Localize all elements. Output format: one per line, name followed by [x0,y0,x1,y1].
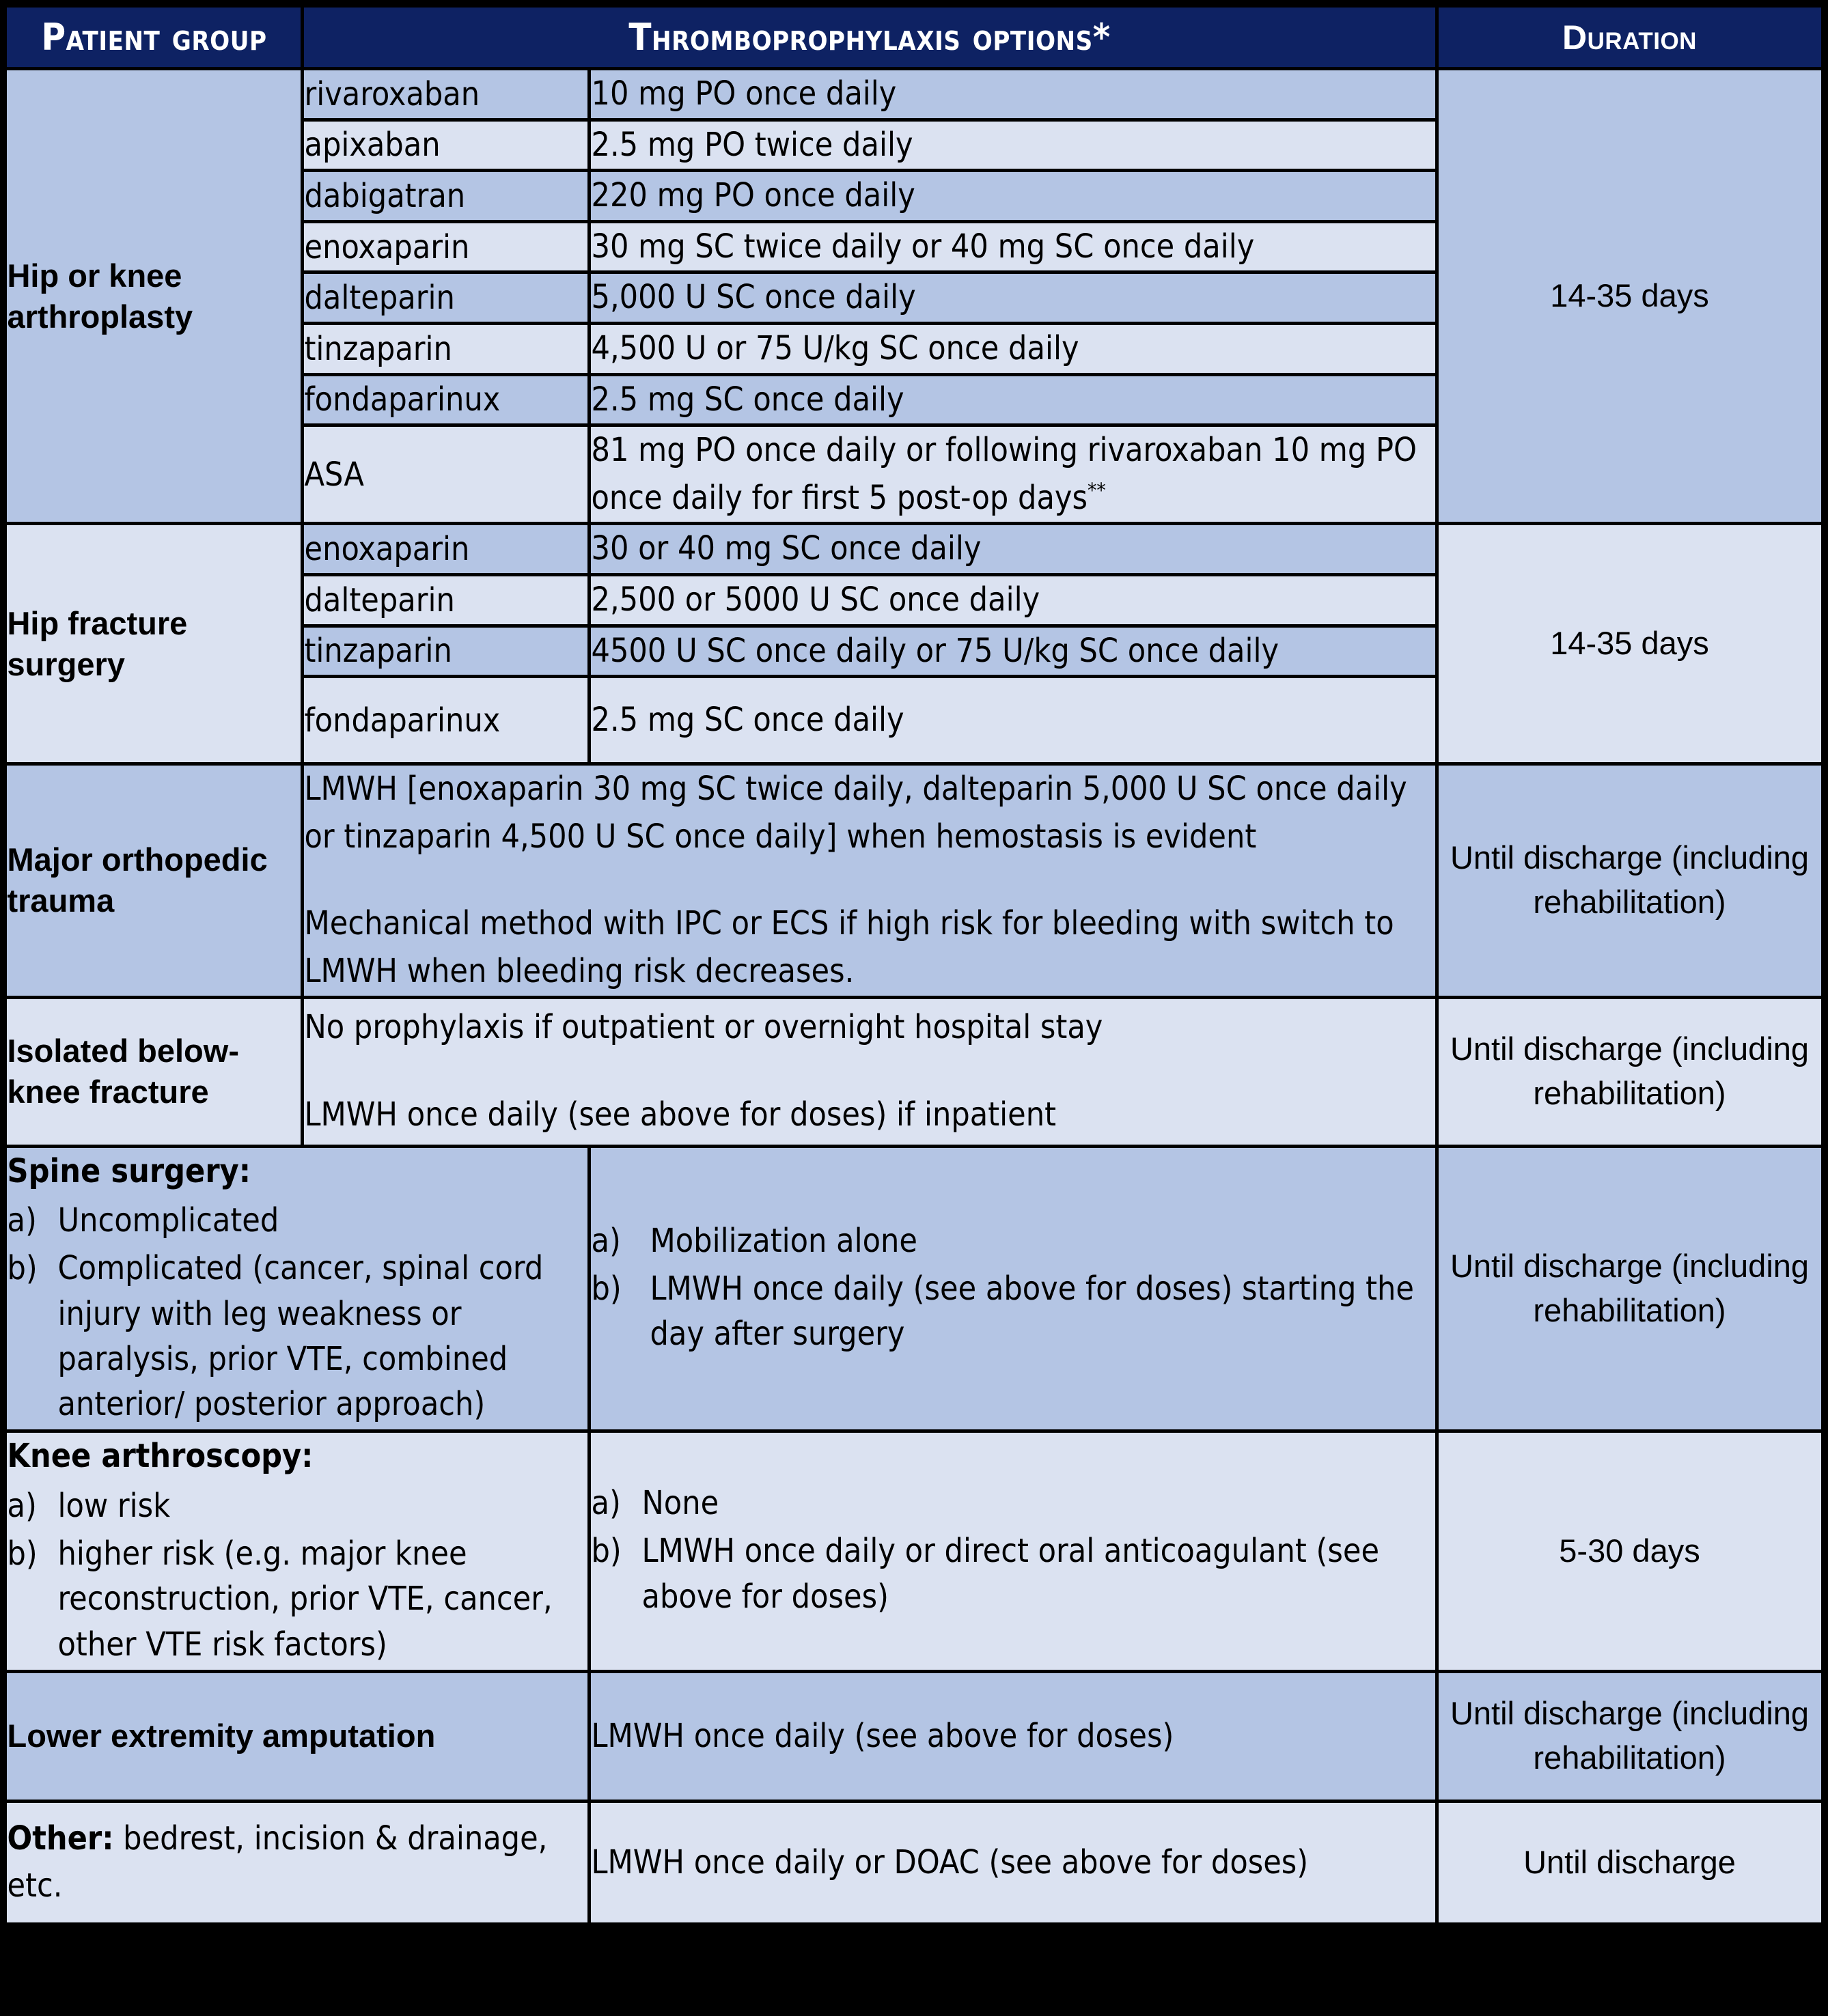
list-marker: a) [7,1201,37,1240]
list-item-text: low risk [57,1486,171,1525]
list-item [591,1528,1435,1619]
duration-hip-knee-arthroplasty: 14-35 days [1437,69,1823,524]
list-item [7,1531,587,1667]
drug-name: ASA [303,425,590,524]
duration-knee-arthroscopy: 5-30 days [1437,1431,1823,1672]
knee-arthroscopy-heading: Knee arthroscopy: [7,1437,314,1476]
list-item-text: LMWH once daily (see above for doses) starting the day after surgery [650,1269,1414,1353]
list-item-text: Uncomplicated [57,1201,279,1240]
options-major-orthopedic-trauma [303,764,1437,997]
other-rest-label: bedrest, incision & drainage, etc. [7,1819,548,1905]
other-bold-label: Other: [7,1819,114,1858]
table-row [5,1146,1823,1431]
drug-dose: 4,500 U or 75 U/kg SC once daily [590,323,1437,374]
table-row [5,1431,1823,1672]
footnote-marker-double-asterisk: ** [1087,478,1106,503]
duration-isolated-below-knee-fracture: Until discharge (including rehabilitation) [1437,997,1823,1146]
list-marker: b) [591,1269,622,1308]
drug-dose: 30 or 40 mg SC once daily [590,524,1437,575]
group-label-other [5,1801,590,1924]
list-item-text: higher risk (e.g. major knee reconstruction, prior VTE, cancer, other VTE risk factors) [57,1535,553,1664]
list-item [7,1483,587,1528]
spine-surgery-heading: Spine surgery: [7,1151,251,1190]
duration-lower-extremity-amputation: Until discharge (including rehabilitation) [1437,1671,1823,1801]
drug-name: fondaparinux [303,374,590,425]
header-duration: Duration [1437,6,1823,69]
list-marker: a) [7,1486,37,1525]
thromboprophylaxis-table [3,4,1824,1926]
options-other: LMWH once daily or DOAC (see above for doses) [590,1801,1437,1924]
list-item [591,1218,1435,1263]
drug-name: apixaban [303,120,590,171]
drug-name: dabigatran [303,171,590,222]
table-row [5,1801,1823,1924]
drug-dose-text: 81 mg PO once daily or following rivaroxaban 10 mg PO once daily for first 5 post-op days [591,431,1417,517]
list-marker: a) [591,1484,621,1523]
list-marker: b) [591,1532,622,1571]
knee-arthroscopy-option-list [591,1481,1435,1619]
list-item [591,1266,1435,1356]
drug-name: rivaroxaban [303,69,590,120]
table-sheet [0,4,1828,2016]
drug-dose: 4500 U SC once daily or 75 U/kg SC once daily [590,626,1437,677]
drug-dose: 2.5 mg PO twice daily [590,120,1437,171]
duration-hip-fracture-surgery: 14-35 days [1437,524,1823,764]
group-label-lower-extremity-amputation: Lower extremity amputation [5,1671,590,1801]
list-item-text: LMWH once daily or direct oral anticoagulant (see above for doses) [641,1532,1380,1616]
header-thromboprophylaxis-options: Thromboprophylaxis options* [303,6,1437,69]
header-patient-group: Patient group [5,6,303,69]
table-row [5,524,1823,575]
table-row [5,764,1823,997]
group-label-knee-arthroscopy [5,1431,590,1672]
option-paragraph: No prophylaxis if outpatient or overnight hospital stay [304,1008,1103,1047]
drug-dose: 2.5 mg SC once daily [590,374,1437,425]
options-lower-extremity-amputation: LMWH once daily (see above for doses) [590,1671,1437,1801]
drug-dose: 2.5 mg SC once daily [590,677,1437,764]
table-body [5,69,1823,1924]
drug-name: tinzaparin [303,323,590,374]
drug-dose-asa [590,425,1437,524]
list-item-text: None [641,1484,719,1523]
drug-name: enoxaparin [303,221,590,272]
list-marker: b) [7,1249,38,1288]
duration-major-orthopedic-trauma: Until discharge (including rehabilitation) [1437,764,1823,997]
header-row [5,6,1823,69]
table-row [5,1671,1823,1801]
drug-dose: 2,500 or 5000 U SC once daily [590,574,1437,626]
duration-other: Until discharge [1437,1801,1823,1924]
list-item-text: Mobilization alone [650,1221,917,1260]
table-row [5,997,1823,1146]
group-label-spine-surgery [5,1146,590,1431]
option-paragraph: LMWH once daily (see above for doses) if inpatient [304,1095,1056,1134]
drug-dose: 10 mg PO once daily [590,69,1437,120]
drug-name: enoxaparin [303,524,590,575]
list-item [7,1246,587,1427]
options-spine-surgery [590,1146,1437,1431]
list-item [591,1481,1435,1526]
list-marker: a) [591,1221,621,1260]
drug-name: dalteparin [303,272,590,324]
drug-dose: 30 mg SC twice daily or 40 mg SC once daily [590,221,1437,272]
spine-surgery-option-list [591,1218,1435,1357]
drug-dose: 220 mg PO once daily [590,171,1437,222]
options-isolated-below-knee-fracture [303,997,1437,1146]
group-label-major-orthopedic-trauma: Major orthopedic trauma [5,764,303,997]
drug-name: tinzaparin [303,626,590,677]
table-row [5,69,1823,120]
spine-surgery-group-list [7,1198,587,1427]
group-label-hip-knee-arthroplasty: Hip or knee arthroplasty [5,69,303,524]
knee-arthroscopy-group-list [7,1483,587,1667]
table-header [5,6,1823,69]
options-knee-arthroscopy [590,1431,1437,1672]
duration-spine-surgery: Until discharge (including rehabilitation) [1437,1146,1823,1431]
group-label-isolated-below-knee-fracture: Isolated below-knee fracture [5,997,303,1146]
drug-name: dalteparin [303,574,590,626]
option-paragraph: Mechanical method with IPC or ECS if high risk for bleeding with switch to LMWH when bleeding risk decreases. [304,904,1394,990]
list-item [7,1198,587,1243]
list-item-text: Complicated (cancer, spinal cord injury with leg weakness or paralysis, prior VTE, combined anterior/ posterior approach) [57,1249,544,1424]
drug-dose: 5,000 U SC once daily [590,272,1437,324]
option-paragraph: LMWH [enoxaparin 30 mg SC twice daily, dalteparin 5,000 U SC once daily or tinzaparin 4,500 U SC once daily] when hemostasis is evident [304,770,1407,856]
group-label-hip-fracture-surgery: Hip fracture surgery [5,524,303,764]
drug-name: fondaparinux [303,677,590,764]
list-marker: b) [7,1535,38,1573]
